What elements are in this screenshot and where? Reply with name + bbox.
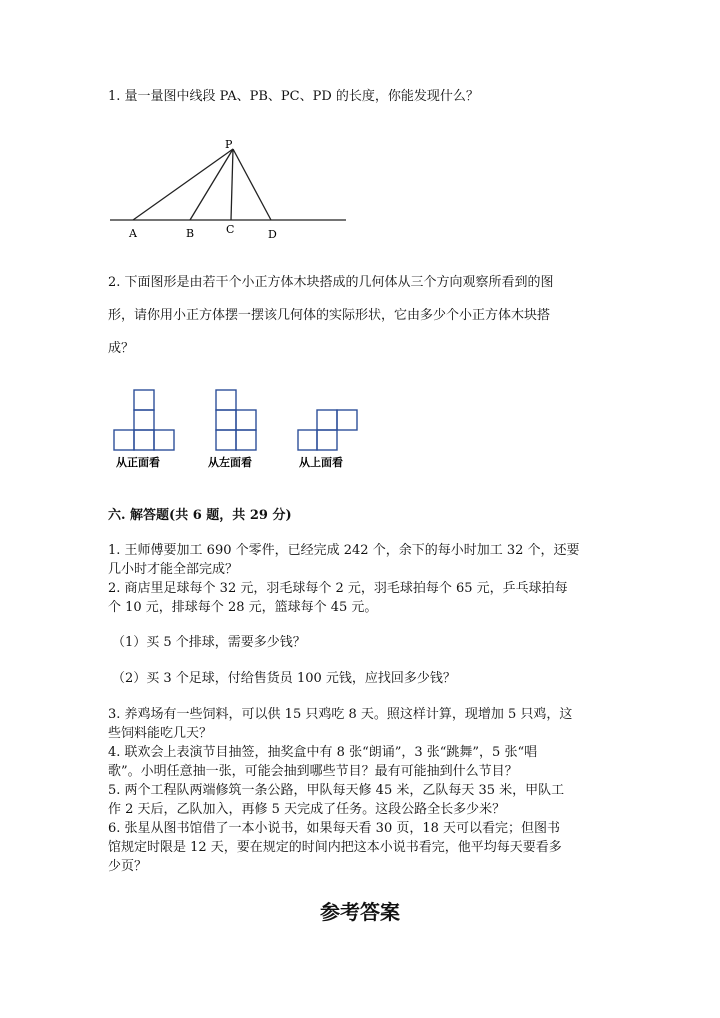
s6-line-3: 2. 商店里足球每个 32 元，羽毛球每个 2 元，羽毛球拍每个 65 元，乒乓球拍每 [108, 581, 568, 596]
s6-line-5: （1）买 5 个排球，需要多少钱？ [112, 635, 306, 650]
s6-line-9: 4. 联欢会上表演节目抽签，抽奖盒中有 8 张“朗诵”，3 张“跳舞”，5 张“唱 [108, 745, 538, 760]
s6-line-11: 5. 两个工程队两端修筑一条公路，甲队每天修 45 米，乙队每天 35 米，甲队工 [108, 783, 565, 798]
segment-figure [100, 130, 360, 245]
label-c: C [226, 223, 235, 236]
s6-line-7: 3. 养鸡场有一些饲料，可以供 15 只鸡吃 8 天。照这样计算，现增加 5 只鸡，这 [108, 707, 573, 722]
s6-line-6: （2）买 3 个足球，付给售货员 100 元钱，应找回多少钱？ [112, 671, 456, 686]
s6-line-1: 1. 王师傅要加工 690 个零件，已经完成 242 个，余下的每小时加工 32 个，还要 [108, 543, 580, 558]
segment-pb [190, 149, 233, 220]
s6-line-2: 几小时才能全部完成？ [108, 562, 239, 577]
front-view [114, 390, 174, 450]
label-p: P [225, 138, 233, 151]
question-1-text: 1. 量一量图中线段 PA、PB、PC、PD 的长度，你能发现什么？ [108, 89, 479, 104]
caption-left: 从左面看 [208, 456, 252, 469]
answer-title: 参考答案 [320, 900, 400, 924]
label-b: B [186, 227, 195, 240]
left-view [216, 390, 256, 450]
caption-top: 从上面看 [299, 456, 343, 469]
question-2-line-1: 2. 下面图形是由若干个小正方体木块搭成的几何体从三个方向观察所看到的图 [108, 275, 554, 290]
label-a: A [129, 227, 137, 240]
label-d: D [268, 228, 277, 241]
s6-line-10: 歌”。小明任意抽一张，可能会抽到哪些节目？最有可能抽到什么节目？ [108, 764, 518, 779]
segment-pc [231, 149, 233, 220]
top-view [298, 410, 357, 450]
section-6-heading: 六. 解答题(共 6 题，共 29 分) [108, 508, 292, 523]
s6-line-4: 个 10 元，排球每个 28 元，篮球每个 45 元。 [108, 600, 378, 615]
s6-line-14: 馆规定时限是 12 天，要在规定的时间内把这本小说书看完，他平均每天要看多 [108, 840, 562, 855]
s6-line-15: 少页？ [108, 859, 148, 874]
question-2-line-3: 成？ [108, 341, 135, 356]
caption-front: 从正面看 [116, 456, 160, 469]
question-2-line-2: 形，请你用小正方体摆一摆该几何体的实际形状，它由多少个小正方体木块搭 [108, 308, 551, 323]
segment-pd [233, 149, 271, 220]
s6-line-13: 6. 张星从图书馆借了一本小说书，如果每天看 30 页，18 天可以看完；但图书 [108, 821, 561, 836]
s6-line-8: 些饲料能吃几天？ [108, 726, 213, 741]
segment-pa [133, 149, 233, 220]
three-views-figure [105, 385, 375, 475]
s6-line-12: 作 2 天后，乙队加入，再修 5 天完成了任务。这段公路全长多少米？ [108, 802, 506, 817]
